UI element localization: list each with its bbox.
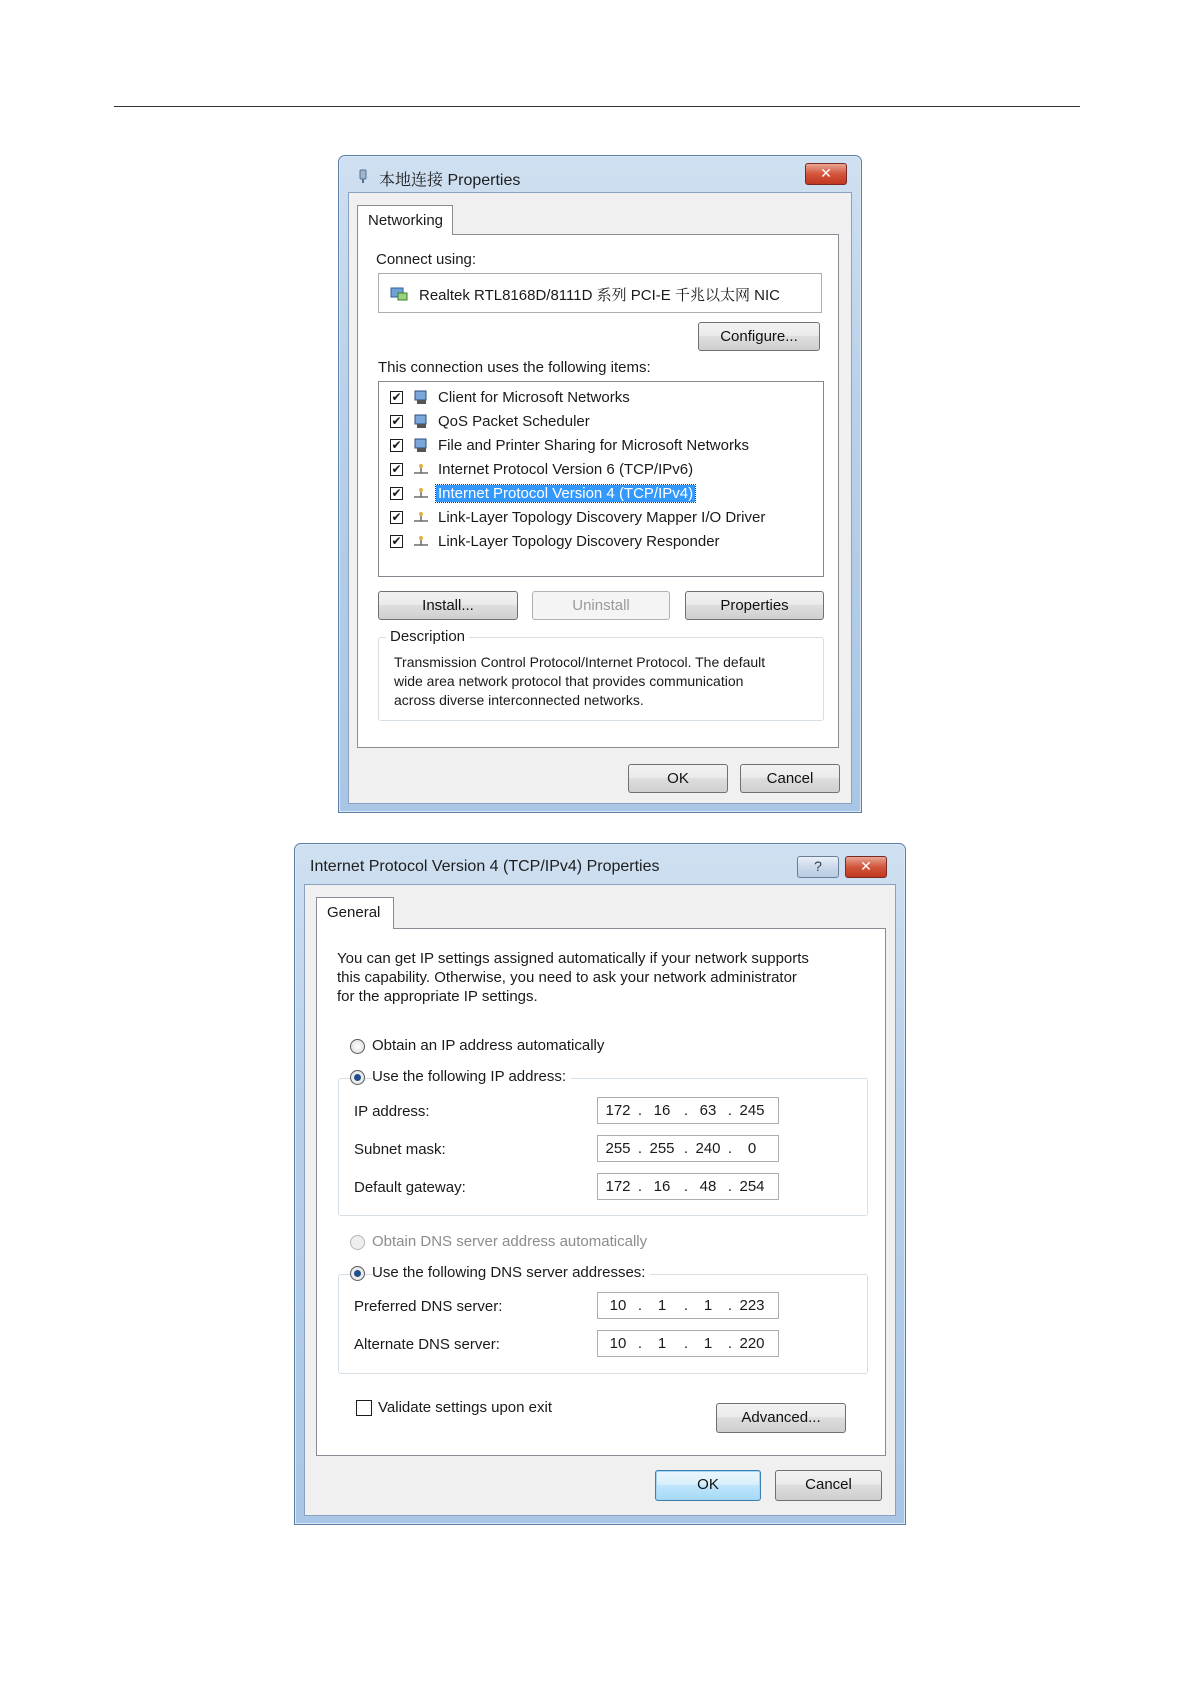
ip-octet: 1	[703, 1335, 713, 1352]
ip-octet: 1	[657, 1297, 667, 1314]
protocol-icon	[413, 461, 429, 477]
item-label: QoS Packet Scheduler	[438, 413, 590, 430]
default-gateway-field[interactable]	[597, 1173, 779, 1200]
close-icon: ✕	[820, 165, 832, 181]
item-checkbox[interactable]: ✔	[391, 438, 402, 452]
ip-dot: .	[683, 1140, 689, 1157]
uninstall-button[interactable]: Uninstall	[532, 591, 670, 620]
ip-octet: 16	[653, 1178, 671, 1195]
ip-octet: 255	[605, 1140, 631, 1157]
title-bar[interactable]	[339, 156, 861, 192]
use-following-ip-label[interactable]: Use the following IP address:	[372, 1068, 571, 1085]
configure-button[interactable]: Configure...	[698, 322, 820, 351]
ip-address-label: IP address:	[354, 1103, 430, 1120]
ip-octet: 245	[739, 1102, 765, 1119]
item-checkbox[interactable]: ✔	[391, 414, 402, 428]
item-label: Link-Layer Topology Discovery Mapper I/O Driver	[438, 509, 766, 526]
item-label: Client for Microsoft Networks	[438, 389, 630, 406]
general-tab-panel	[316, 928, 886, 1456]
page-header-rule	[114, 106, 1080, 107]
dialog-body	[348, 192, 852, 804]
obtain-dns-auto-label[interactable]: Obtain DNS server address automatically	[372, 1233, 648, 1250]
networking-tab-panel	[357, 234, 839, 748]
item-checkbox[interactable]: ✔	[391, 462, 402, 476]
list-item[interactable]	[379, 410, 823, 434]
protocol-icon	[413, 485, 429, 501]
ip-dot: .	[727, 1140, 733, 1157]
network-connection-icon	[355, 169, 371, 185]
ip-address-field[interactable]	[597, 1097, 779, 1124]
subnet-mask-label: Subnet mask:	[354, 1141, 446, 1158]
ip-octet: 0	[747, 1140, 757, 1157]
description-text: Transmission Control Protocol/Internet Protocol. The default wide area network protocol that provides communication across diverse interconnected networks.	[394, 654, 766, 708]
advanced-button[interactable]: Advanced...	[716, 1403, 846, 1433]
ip-octet: 172	[605, 1178, 631, 1195]
ip-octet: 223	[739, 1297, 765, 1314]
ip-dot: .	[637, 1102, 643, 1119]
window-title: 本地连接 Properties	[379, 172, 521, 189]
obtain-ip-auto-label[interactable]: Obtain an IP address automatically	[372, 1037, 605, 1054]
question-mark-icon: ?	[814, 858, 822, 874]
cancel-button[interactable]: Cancel	[740, 764, 840, 793]
ip-octet: 240	[695, 1140, 721, 1157]
ip-octet: 220	[739, 1335, 765, 1352]
ip-dot: .	[637, 1297, 643, 1314]
components-list[interactable]	[378, 381, 824, 577]
preferred-dns-label: Preferred DNS server:	[354, 1298, 503, 1315]
network-service-icon	[413, 413, 429, 429]
list-item[interactable]	[379, 530, 823, 554]
validate-label[interactable]: Validate settings upon exit	[378, 1399, 553, 1416]
protocol-icon	[413, 509, 429, 525]
ip-octet: 254	[739, 1178, 765, 1195]
close-icon: ✕	[860, 858, 872, 874]
ip-octet: 48	[699, 1178, 717, 1195]
properties-button[interactable]: Properties	[685, 591, 824, 620]
ip-octet: 1	[657, 1335, 667, 1352]
protocol-icon	[413, 533, 429, 549]
ip-dot: .	[727, 1102, 733, 1119]
list-item[interactable]	[379, 434, 823, 458]
item-checkbox[interactable]: ✔	[391, 510, 402, 524]
ip-dot: .	[727, 1178, 733, 1195]
close-button[interactable]	[845, 856, 887, 878]
ip-dot: .	[637, 1335, 643, 1352]
ip-dot: .	[727, 1297, 733, 1314]
ip-dot: .	[637, 1178, 643, 1195]
list-item[interactable]	[379, 482, 823, 506]
item-label: Internet Protocol Version 6 (TCP/IPv6)	[438, 461, 694, 478]
window-title: Internet Protocol Version 4 (TCP/IPv4) Properties	[310, 858, 660, 875]
help-button[interactable]	[797, 856, 839, 878]
dns-group	[338, 1274, 868, 1374]
install-button[interactable]: Install...	[378, 591, 518, 620]
list-item[interactable]	[379, 506, 823, 530]
ipv4-properties-window	[294, 843, 906, 1525]
item-checkbox[interactable]: ✔	[391, 390, 402, 404]
alternate-dns-field[interactable]	[597, 1330, 779, 1357]
use-following-ip-radio[interactable]	[350, 1070, 365, 1085]
subnet-mask-field[interactable]	[597, 1135, 779, 1162]
ip-dot: .	[683, 1297, 689, 1314]
list-item[interactable]	[379, 458, 823, 482]
ip-octet: 10	[609, 1335, 627, 1352]
preferred-dns-field[interactable]	[597, 1292, 779, 1319]
network-service-icon	[413, 437, 429, 453]
tab-networking[interactable]: Networking	[357, 205, 453, 235]
item-checkbox[interactable]: ✔	[391, 486, 402, 500]
validate-checkbox[interactable]	[356, 1400, 372, 1416]
item-label: Link-Layer Topology Discovery Responder	[438, 533, 720, 550]
default-gateway-label: Default gateway:	[354, 1179, 466, 1196]
use-following-dns-label[interactable]: Use the following DNS server addresses:	[372, 1264, 650, 1281]
cancel-button[interactable]: Cancel	[775, 1470, 882, 1501]
alternate-dns-label: Alternate DNS server:	[354, 1336, 500, 1353]
obtain-ip-auto-radio[interactable]	[350, 1039, 365, 1054]
title-bar[interactable]	[295, 844, 905, 880]
ip-dot: .	[683, 1178, 689, 1195]
adapter-field	[378, 273, 822, 313]
ip-octet: 10	[609, 1297, 627, 1314]
use-following-dns-radio[interactable]	[350, 1266, 365, 1281]
items-label: This connection uses the following items:	[378, 359, 651, 376]
ok-button[interactable]: OK	[628, 764, 728, 793]
adapter-name: Realtek RTL8168D/8111D 系列 PCI-E 千兆以太网 NIC	[419, 287, 780, 304]
ip-octet: 1	[703, 1297, 713, 1314]
ip-dot: .	[727, 1335, 733, 1352]
close-button[interactable]	[805, 163, 847, 185]
ip-octet: 255	[649, 1140, 675, 1157]
ip-dot: .	[683, 1102, 689, 1119]
obtain-dns-auto-radio[interactable]	[350, 1235, 365, 1250]
item-checkbox[interactable]: ✔	[391, 534, 402, 548]
dialog-body	[304, 884, 896, 1516]
ip-dot: .	[683, 1335, 689, 1352]
ok-button[interactable]: OK	[655, 1470, 761, 1501]
tab-general[interactable]: General	[316, 897, 394, 929]
ip-octet: 16	[653, 1102, 671, 1119]
network-client-icon	[413, 389, 429, 405]
lan-properties-window	[338, 155, 862, 813]
ip-dot: .	[637, 1140, 643, 1157]
intro-text: You can get IP settings assigned automatically if your network supports this capability. Otherwise, you need to ask your network administrator for the appropriate IP settings.	[337, 950, 809, 1005]
list-item[interactable]	[379, 386, 823, 410]
network-adapter-icon	[389, 284, 409, 304]
connect-using-label: Connect using:	[376, 251, 477, 268]
item-label: Internet Protocol Version 4 (TCP/IPv4)	[438, 485, 694, 502]
ip-octet: 63	[699, 1102, 717, 1119]
item-label: File and Printer Sharing for Microsoft Networks	[438, 437, 749, 454]
description-label: Description	[386, 628, 469, 645]
ip-octet: 172	[605, 1102, 631, 1119]
